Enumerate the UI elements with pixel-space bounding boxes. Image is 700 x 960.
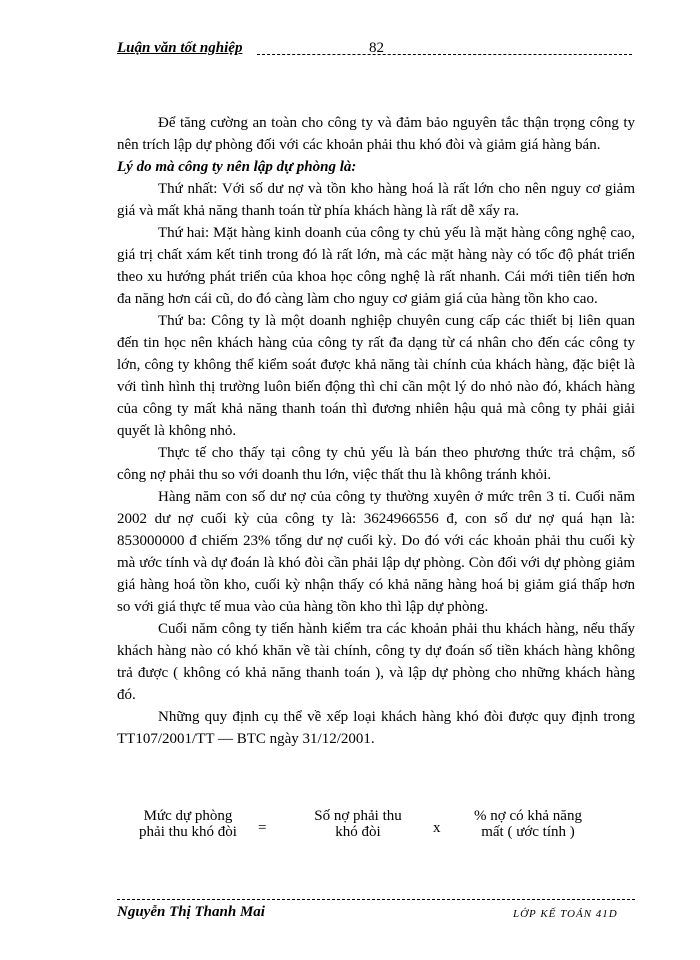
footer-class: LỚP KẾ TOÁN 41D [513,908,618,920]
formula-left [118,808,258,840]
formula-middle [298,808,418,840]
formula-equals: = [258,820,267,836]
paragraph-reason-1: Thứ nhất: Với số dư nợ và tồn kho hàng hoá là rất lớn cho nên nguy cơ giảm giá và mất khả năng thanh toán từ phía khách hàng là rất dễ xẩy ra. [117,181,635,219]
page-number: 82 [369,40,384,56]
header-rule [257,54,632,55]
formula-mid-line1: Số nợ phải thu [314,808,402,824]
page-header [117,40,637,60]
formula-right-line2: mất ( ước tính ) [481,824,575,840]
section-heading: Lý do mà công ty nên lập dự phòng là: [117,159,357,175]
paragraph-fact: Thực tế cho thấy tại công ty chủ yếu là bán theo phương thức trả chậm, số công nợ phải thu so với doanh thu lớn, việc thất thu là không tránh khỏi. [117,445,635,483]
provision-formula [0,808,700,848]
paragraph-reason-3: Thứ ba: Công ty là một doanh nghiệp chuyên cung cấp các thiết bị liên quan đến tin học nên khách hàng của công ty rất đa dạng từ cá nhân cho đến các công ty lớn, công ty không thể kiểm soát được khả năng tài chính của khách hàng, đặc biệt là với tình hình thị trường luôn biến động thì chỉ cần một lý do nhỏ nào đó, khách hàng của công ty mất khả năng thanh toán thì đương nhiên hậu quả mà công ty phải giải quyết là không nhỏ. [117,313,635,439]
paragraph-debt: Hàng năm con số dư nợ của công ty thường xuyên ở mức trên 3 tỉ. Cuối năm 2002 dư nợ cuối kỳ của công ty là: 3624966556 đ, con số dư nợ quá hạn là: 853000000 đ chiếm 23% tổng dư nợ cuối kỳ. Do đó với các khoản phải thu cuối kỳ mà ước tính và dự đoán là khó đòi cần phải lập dự phòng. Còn đối với dự phòng giảm giá hàng hoá tồn kho, cuối kỳ nhận thấy có khả năng hàng hoá bị giảm giá thấp hơn so với giá thực tế mua vào của hàng tồn kho thì lập dự phòng. [117,489,635,615]
footer-rule [117,899,635,900]
paragraph-regulation: Những quy định cụ thể về xếp loại khách hàng khó đòi được quy định trong TT107/2001/TT — BTC ngày 31/12/2001. [117,709,635,747]
paragraph-intro: Để tăng cường an toàn cho công ty và đảm bảo nguyên tắc thận trọng công ty nên trích lập dự phòng đối với các khoản phải thu khó đòi và giảm giá hàng bán. [117,115,635,153]
formula-right [458,808,598,840]
formula-times: x [433,820,441,836]
header-title: Luận văn tốt nghiệp [117,40,243,56]
formula-right-line1: % nợ có khả năng [474,808,582,824]
formula-left-line1: Mức dự phòng [143,808,233,824]
paragraph-year-end: Cuối năm công ty tiến hành kiểm tra các khoản phải thu khách hàng, nếu thấy khách hàng nào có khó khăn về tài chính, công ty dự đoán số tiền khách hàng không trả được ( không có khả năng thanh toán ), và lập dự phòng cho những khách hàng đó. [117,621,635,703]
footer-author: Nguyễn Thị Thanh Mai [117,904,265,920]
paragraph-reason-2: Thứ hai: Mặt hàng kinh doanh của công ty chủ yếu là mặt hàng công nghệ cao, giá trị chất xám kết tinh trong đó là rất lớn, mà các mặt hàng này có tốc độ phát triển theo xu hướng phát triển của khoa học công nghệ là rất nhanh. Cái mới tiên tiến hơn đa năng hơn cái cũ, do đó càng làm cho nguy cơ giảm giá của hàng tồn kho cao. [117,225,635,307]
document-body [117,112,635,750]
formula-mid-line2: khó đòi [335,824,381,840]
formula-left-line2: phải thu khó đòi [139,824,237,840]
